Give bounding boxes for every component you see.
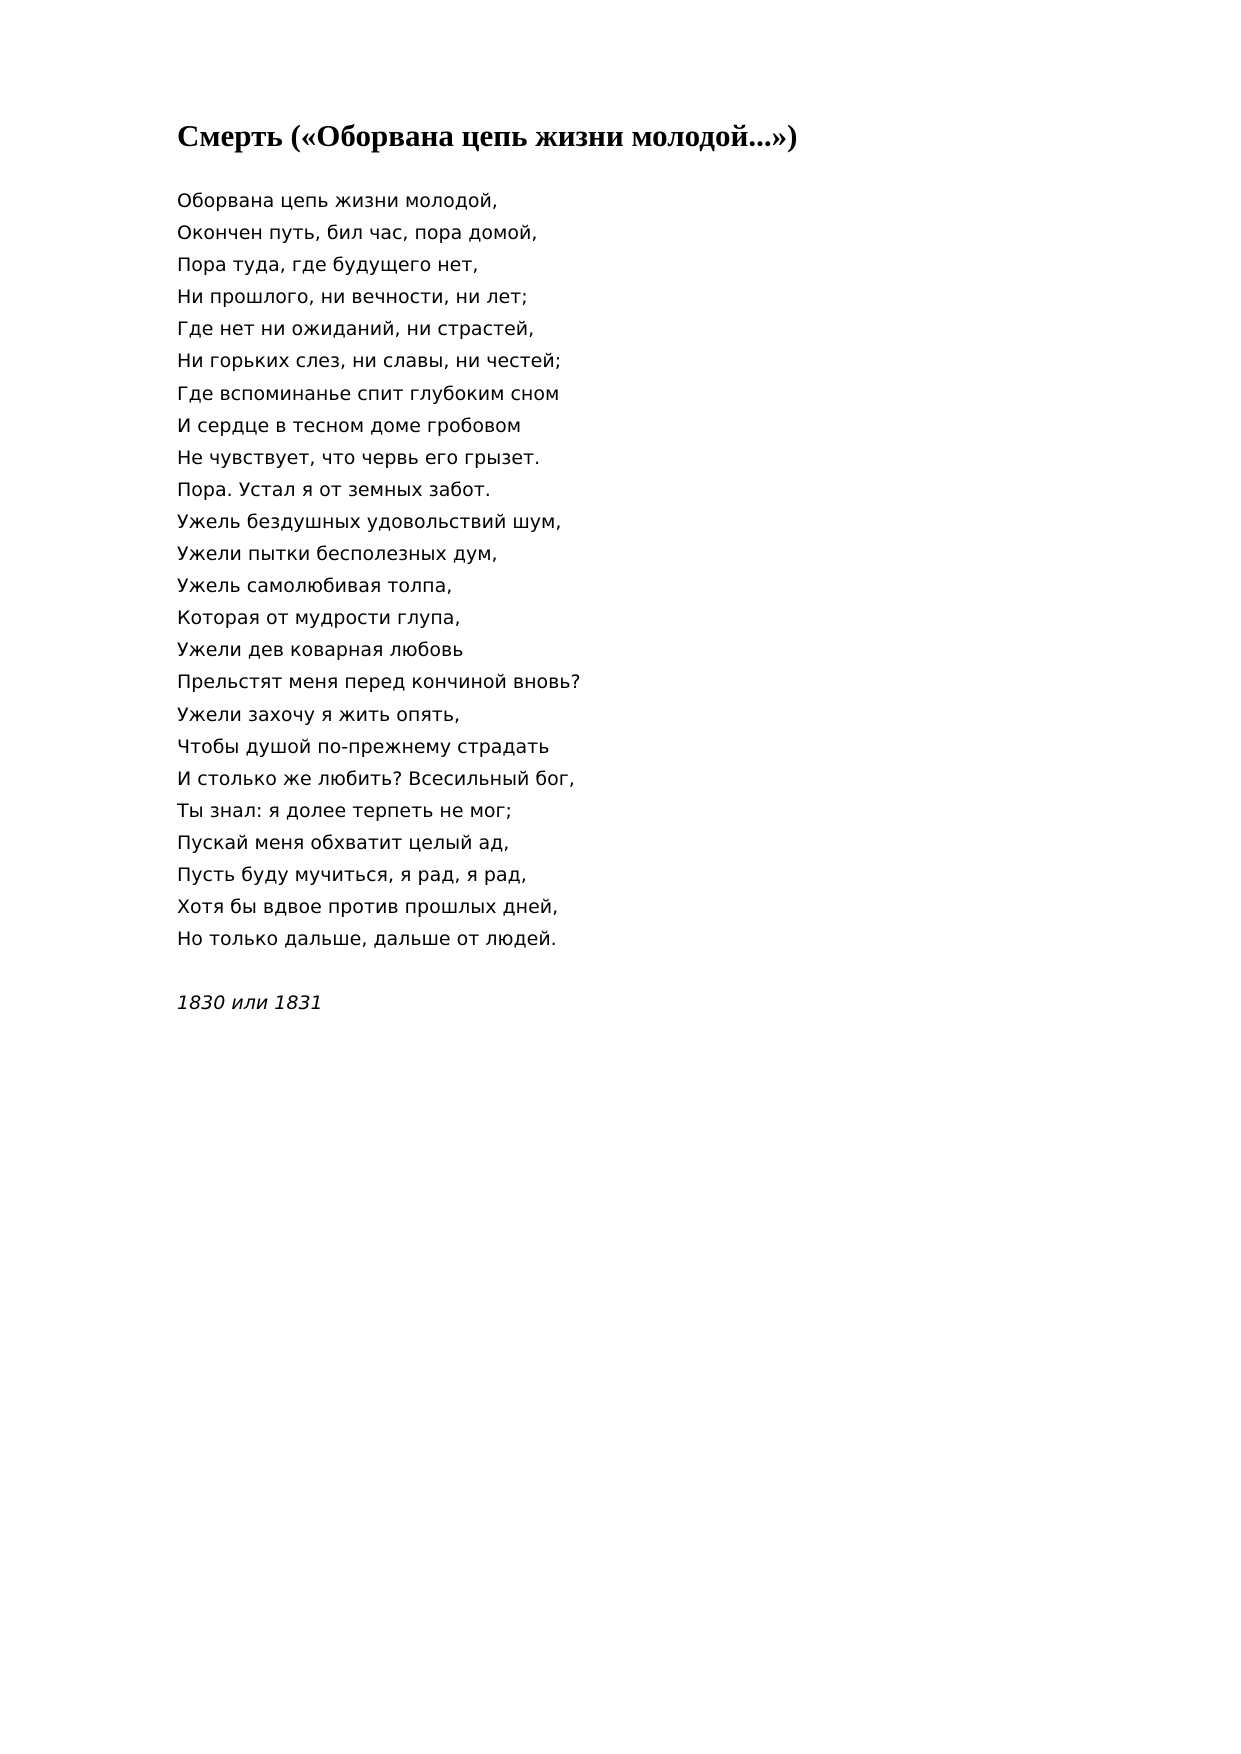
poem-line: Пора туда, где будущего нет, — [177, 254, 479, 277]
poem-line: Но только дальше, дальше от людей. — [177, 928, 557, 951]
poem-line: Пускай меня обхватит целый ад, — [177, 831, 510, 854]
poem-line: И столько же любить? Всесильный бог, — [177, 767, 575, 790]
poem-title: Смерть («Оборвана цепь жизни молодой...») — [177, 118, 798, 153]
poem-line: Не чувствует, что червь его грызет. — [177, 446, 541, 469]
poem-line: Где вспоминанье спит глубоким сном — [177, 382, 560, 405]
poem-line: Ужели захочу я жить опять, — [177, 703, 461, 726]
poem-line: Ужель бездушных удовольствий шум, — [177, 510, 562, 533]
poem-line: Окончен путь, бил час, пора домой, — [177, 222, 538, 245]
poem-line: Пусть буду мучиться, я рад, я рад, — [177, 863, 527, 886]
poem-line: Ужели пытки бесполезных дум, — [177, 543, 498, 566]
poem-line: Чтобы душой по-прежнему страдать — [177, 735, 550, 758]
poem-line: И сердце в тесном доме гробовом — [177, 414, 522, 437]
poem-line: Где нет ни ожиданий, ни страстей, — [177, 318, 535, 341]
poem-line: Которая от мудрости глупа, — [177, 607, 461, 630]
poem-line: Ужели дев коварная любовь — [177, 639, 464, 662]
poem-line: Ужель самолюбивая толпа, — [177, 575, 453, 598]
poem-line: Прельстят меня перед кончиной вновь? — [177, 671, 581, 694]
poem-line: Ни горьких слез, ни славы, ни честей; — [177, 350, 562, 373]
poem-line: Пора. Устал я от земных забот. — [177, 478, 491, 501]
poem-line: Ни прошлого, ни вечности, ни лет; — [177, 286, 528, 309]
poem-line: Хотя бы вдвое против прошлых дней, — [177, 896, 559, 919]
poem-line: Ты знал: я долее терпеть не мог; — [177, 799, 512, 822]
poem-line: Оборвана цепь жизни молодой, — [177, 190, 498, 212]
poem-text — [177, 185, 581, 955]
poem-date: 1830 или 1831 — [177, 992, 323, 1014]
